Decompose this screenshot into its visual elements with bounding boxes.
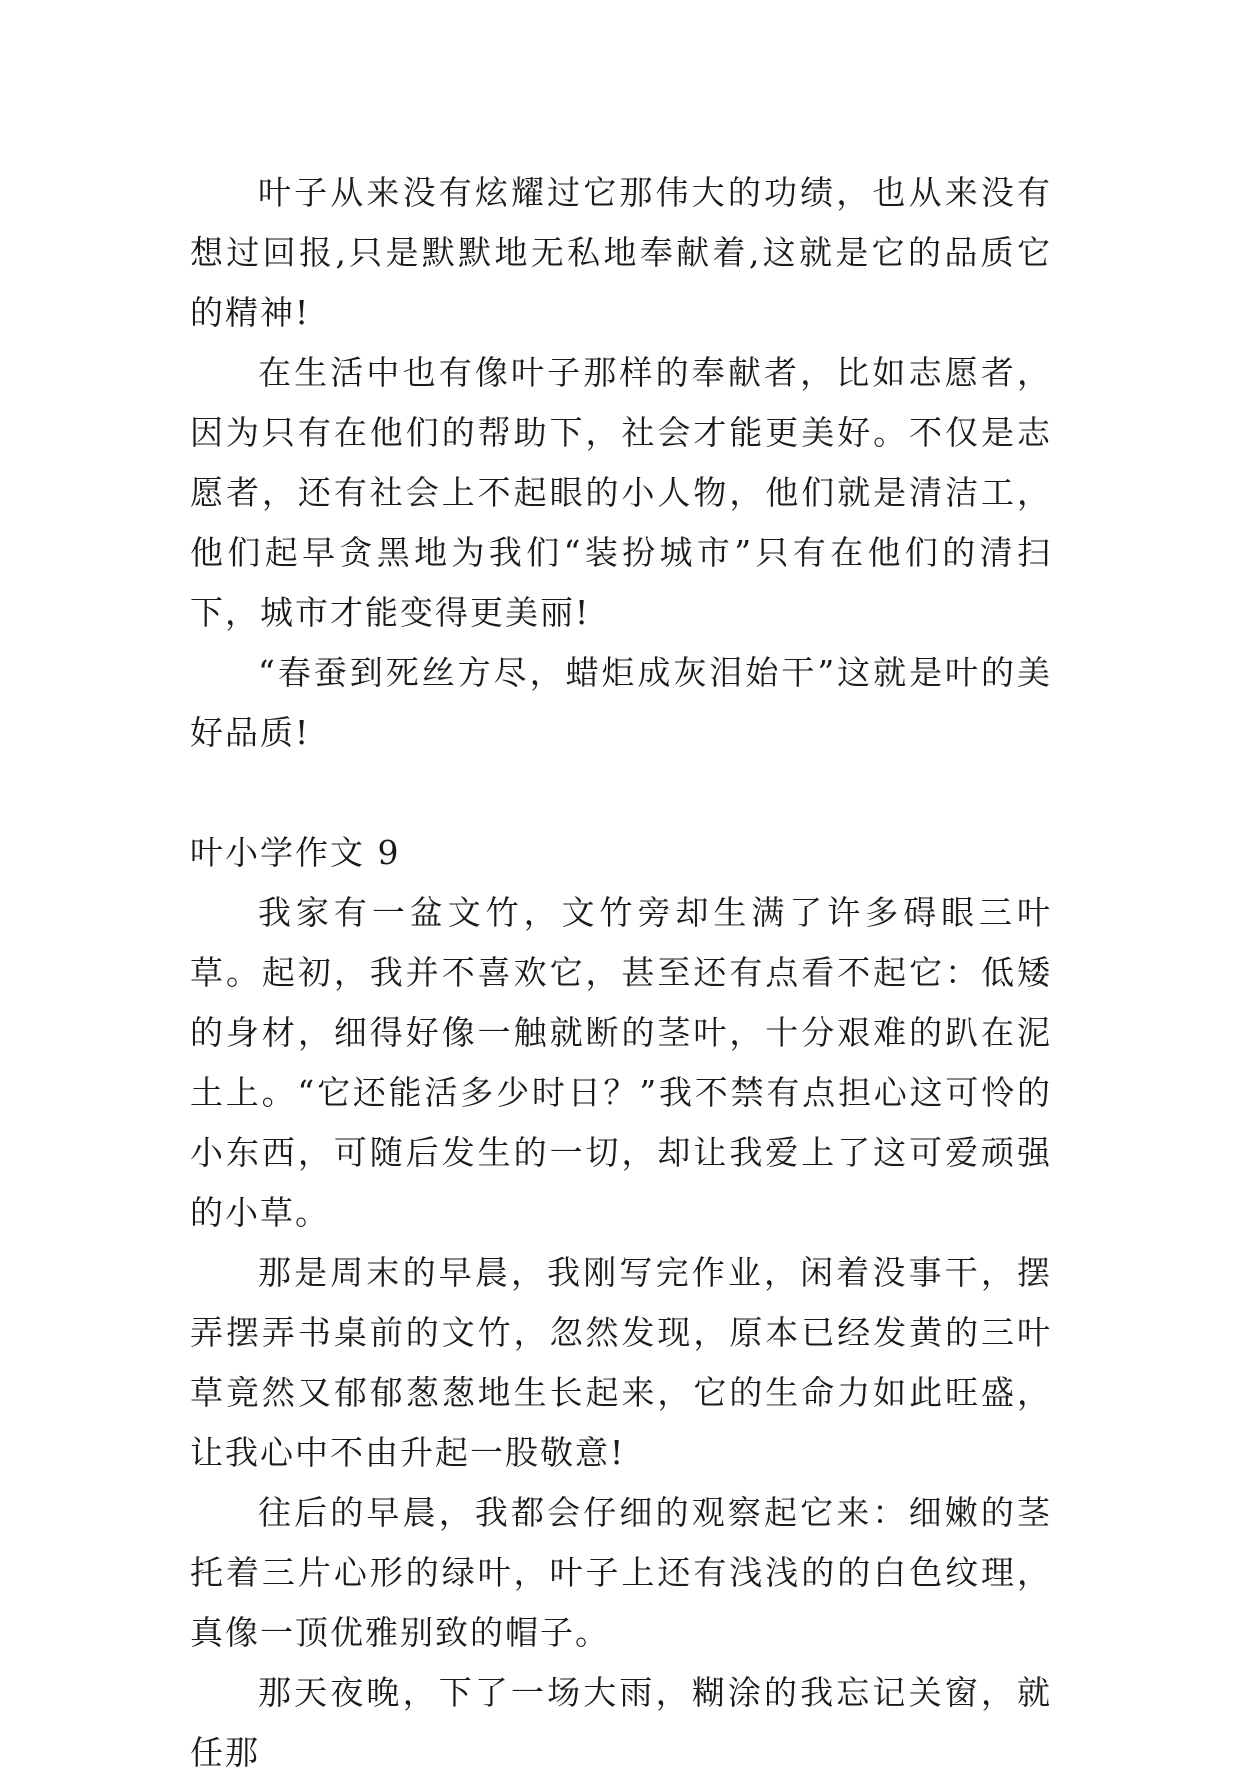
paragraph: 往后的早晨，我都会仔细的观察起它来：细嫩的茎托着三片心形的绿叶，叶子上还有浅浅的的白色纹理，真像一顶优雅别致的帽子。 (190, 1493, 1052, 1652)
document-page (190, 163, 1052, 1783)
paragraph: “春蚕到死丝方尽，蜡炬成灰泪始干”这就是叶的美好品质! (190, 653, 1052, 752)
paragraph: 我家有一盆文竹，文竹旁却生满了许多碍眼三叶草。起初，我并不喜欢它，甚至还有点看不起它：低矮的身材，细得好像一触就断的茎叶，十分艰难的趴在泥土上。“它还能活多少时日？”我不禁有点担心这可怜的小东西，可随后发生的一切，却让我爱上了这可爱顽强的小草。 (190, 893, 1052, 1232)
paragraph: 在生活中也有像叶子那样的奉献者，比如志愿者，因为只有在他们的帮助下，社会才能更美好。不仅是志愿者，还有社会上不起眼的小人物，他们就是清洁工，他们起早贪黑地为我们“装扮城市”只有在他们的清扫下，城市才能变得更美丽! (190, 353, 1052, 632)
paragraph: 叶子从来没有炫耀过它那伟大的功绩，也从来没有想过回报,只是默默地无私地奉献着,这就是它的品质它的精神! (190, 173, 1052, 332)
essay-title: 叶小学作文 9 (190, 833, 401, 872)
paragraph: 那是周末的早晨，我刚写完作业，闲着没事干，摆弄摆弄书桌前的文竹，忽然发现，原本已经发黄的三叶草竟然又郁郁葱葱地生长起来，它的生命力如此旺盛，让我心中不由升起一股敬意! (190, 1253, 1052, 1472)
paragraph: 那天夜晚，下了一场大雨，糊涂的我忘记关窗，就任那 (190, 1673, 1052, 1772)
section-gap (190, 763, 1052, 823)
